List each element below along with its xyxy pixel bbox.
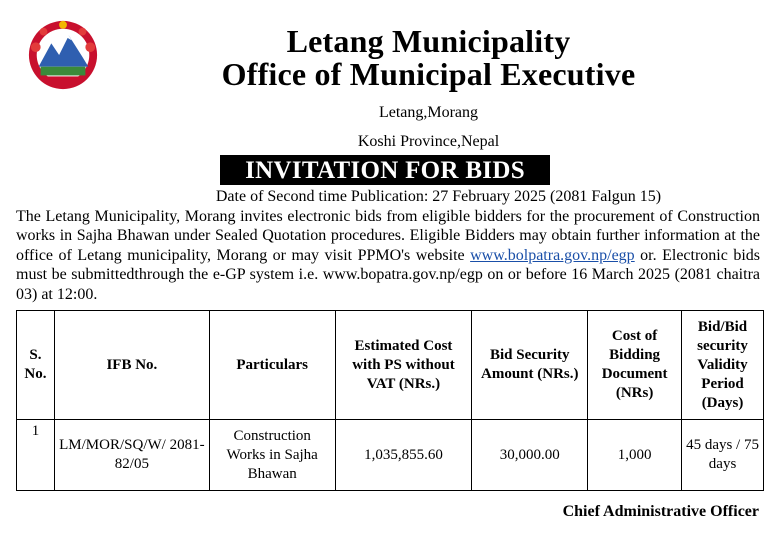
cell-estimated-cost: 1,035,855.60 <box>335 420 472 491</box>
header-sn: S. No. <box>17 311 55 420</box>
cell-validity: 45 days / 75 days <box>682 420 764 491</box>
cell-bid-security: 30,000.00 <box>472 420 588 491</box>
cell-ifb-no: LM/MOR/SQ/W/ 2081-82/05 <box>54 420 209 491</box>
office-name: Office of Municipal Executive <box>221 56 636 92</box>
header-document-cost: Cost of Bidding Document (NRs) <box>588 311 682 420</box>
bids-table <box>16 310 764 491</box>
header-estimated-cost: Estimated Cost with PS without VAT (NRs.) <box>335 311 472 420</box>
ppmo-website-link[interactable]: www.bolpatra.gov.np/egp <box>470 246 635 264</box>
cell-sn: 1 <box>17 420 55 491</box>
notice-body <box>16 207 760 304</box>
table-header-row <box>17 311 764 420</box>
address-line-1: Letang,Morang <box>378 104 479 121</box>
notice-body-part-1: The Letang Municipality, Morang invites electronic bids from eligible bidders for the procurement of Construction works in Sajha Bhawan under Sealed Quotation procedures. Eligible Bidders may obtain further information at the office of Letang municipality, Morang or may visit PPMO's website <box>16 208 760 264</box>
address-line-2: Koshi Province,Nepal <box>357 133 500 150</box>
nepal-government-emblem-icon <box>24 18 102 92</box>
table-row <box>17 420 764 491</box>
header-particulars: Particulars <box>209 311 335 420</box>
municipality-name: Letang Municipality <box>286 23 571 59</box>
publication-date: Date of Second time Publication: 27 February 2025 (2081 Falgun 15) <box>215 188 662 205</box>
signatory-title: Chief Administrative Officer <box>562 503 759 520</box>
notice-body-part-2: or. Electronic bids must be submittedthrough the e-GP system i.e. www.bopatra.gov.np/egp on or before 16 March 2025 (2081 chaitra 03) at 12:00. <box>16 246 761 303</box>
header-validity-period: Bid/Bid security Validity Period (Days) <box>682 311 764 420</box>
invitation-heading: INVITATION FOR BIDS <box>220 155 550 185</box>
cell-particulars: Construction Works in Sajha Bhawan <box>209 420 335 491</box>
header-bid-security: Bid Security Amount (NRs.) <box>472 311 588 420</box>
header-ifb-no: IFB No. <box>54 311 209 420</box>
cell-document-cost: 1,000 <box>588 420 682 491</box>
